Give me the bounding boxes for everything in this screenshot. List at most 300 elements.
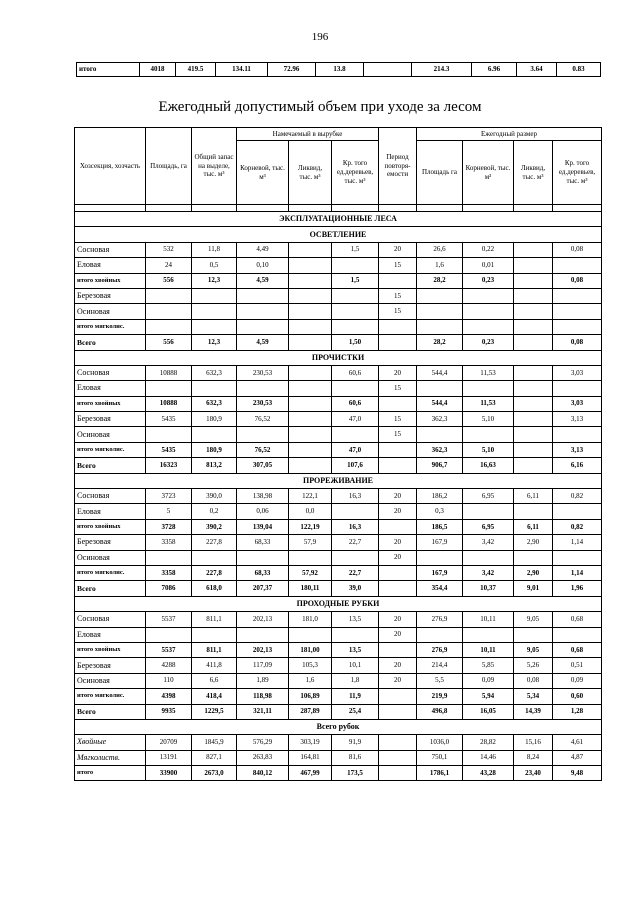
row-label: Березовая: [75, 412, 146, 427]
table-cell: 60,6: [332, 396, 379, 411]
table-cell: [289, 550, 332, 565]
table-cell: [553, 288, 602, 303]
table-cell: 22,7: [332, 565, 379, 580]
header-period: Период повторя-емости: [379, 128, 417, 205]
table-cell: 5,10: [463, 412, 514, 427]
table-cell: 39,0: [332, 581, 379, 596]
table-cell: 9,05: [514, 612, 553, 627]
table-cell: [553, 550, 602, 565]
table-cell: [146, 627, 192, 642]
table-cell: 390,2: [192, 519, 237, 534]
section-heading: ЭКСПЛУАТАЦИОННЫЕ ЛЕСА: [75, 212, 602, 227]
table-cell: [192, 288, 237, 303]
table-cell: 227,8: [192, 535, 237, 550]
table-cell: 167,9: [417, 535, 463, 550]
table-cell: 11,8: [192, 242, 237, 257]
header-planned-liquid: Ликвид, тыс. м³: [289, 141, 332, 205]
row-label: итого мягколис.: [75, 565, 146, 580]
table-cell: [379, 750, 417, 765]
table-cell: 0,09: [463, 673, 514, 688]
table-cell: 4,87: [553, 750, 602, 765]
carryover-total-row: [77, 63, 601, 77]
table-cell: 20: [379, 365, 417, 380]
section-heading-row: [75, 596, 602, 611]
row-label: итого: [75, 766, 146, 781]
table-cell: 618,0: [192, 581, 237, 596]
table-cell: 467,99: [289, 766, 332, 781]
table-cell: 1,6: [289, 673, 332, 688]
table-cell: [146, 427, 192, 442]
table-cell: 25,4: [332, 704, 379, 719]
table-cell: 13,5: [332, 612, 379, 627]
table-cell: 0,22: [463, 242, 514, 257]
table-cell: [146, 319, 192, 334]
table-cell: 390,0: [192, 489, 237, 504]
table-cell: 15: [379, 381, 417, 396]
table-cell: [332, 504, 379, 519]
summary-row: [75, 735, 602, 750]
table-cell: 496,8: [417, 704, 463, 719]
table-cell: 9,05: [514, 642, 553, 657]
table-cell: [379, 458, 417, 473]
table-cell: 906,7: [417, 458, 463, 473]
table-cell: 813,2: [192, 458, 237, 473]
table-cell: 5,94: [463, 689, 514, 704]
table-cell: 214,4: [417, 658, 463, 673]
table-cell: [553, 504, 602, 519]
row-label: Хвойные: [75, 735, 146, 750]
table-cell: [237, 627, 289, 642]
row-label: Сосновая: [75, 612, 146, 627]
table-cell: 6,95: [463, 519, 514, 534]
table-cell: 276,9: [417, 612, 463, 627]
table-cell: [332, 304, 379, 319]
table-cell: 22,7: [332, 535, 379, 550]
subtotal-row: [75, 442, 602, 457]
table-row: [75, 304, 602, 319]
table-cell: 0,23: [463, 273, 514, 288]
row-label: Березовая: [75, 288, 146, 303]
table-cell: [553, 427, 602, 442]
table-cell: 1036,0: [417, 735, 463, 750]
table-cell: 91,9: [332, 735, 379, 750]
table-row: [75, 673, 602, 688]
table-cell: 10,11: [463, 612, 514, 627]
carryover-cell: 13.8: [316, 63, 364, 77]
section-heading: ПРОЧИСТКИ: [75, 350, 602, 365]
table-cell: [289, 258, 332, 273]
table-cell: [192, 550, 237, 565]
table-cell: [289, 442, 332, 457]
table-cell: [514, 442, 553, 457]
table-cell: 11,53: [463, 365, 514, 380]
table-cell: 4,59: [237, 335, 289, 350]
table-cell: 556: [146, 273, 192, 288]
carryover-cell: 3.64: [517, 63, 557, 77]
table-cell: 5,26: [514, 658, 553, 673]
table-row: [75, 658, 602, 673]
table-cell: 13,5: [332, 642, 379, 657]
table-cell: 307,05: [237, 458, 289, 473]
table-cell: [289, 381, 332, 396]
carryover-label: итого: [77, 63, 140, 77]
table-cell: 227,8: [192, 565, 237, 580]
table-cell: [332, 427, 379, 442]
table-cell: 20: [379, 550, 417, 565]
row-label: Осиновая: [75, 673, 146, 688]
carryover-cell: 0.83: [557, 63, 601, 77]
table-cell: 0,68: [553, 642, 602, 657]
table-cell: [463, 427, 514, 442]
row-label: Осиновая: [75, 427, 146, 442]
table-cell: 0,5: [192, 258, 237, 273]
table-cell: 9,48: [553, 766, 602, 781]
subtotal-row: [75, 273, 602, 288]
section-heading-row: [75, 719, 602, 734]
table-cell: 544,4: [417, 396, 463, 411]
table-cell: [192, 627, 237, 642]
table-cell: 186,2: [417, 489, 463, 504]
table-cell: 202,13: [237, 612, 289, 627]
table-cell: 1,6: [417, 258, 463, 273]
row-label: Сосновая: [75, 242, 146, 257]
table-cell: 4398: [146, 689, 192, 704]
table-cell: [379, 766, 417, 781]
table-cell: 3,03: [553, 365, 602, 380]
table-cell: [417, 550, 463, 565]
table-cell: 107,6: [332, 458, 379, 473]
row-label: Осиновая: [75, 304, 146, 319]
table-cell: [237, 427, 289, 442]
row-label: Всего: [75, 581, 146, 596]
row-label: Березовая: [75, 535, 146, 550]
table-cell: 0,82: [553, 489, 602, 504]
table-cell: 76,52: [237, 442, 289, 457]
header-annual: Ежегодный размер: [417, 128, 602, 141]
table-cell: [417, 304, 463, 319]
row-label: итого мягколис.: [75, 689, 146, 704]
subtotal-row: [75, 319, 602, 334]
row-label: итого хвойных: [75, 519, 146, 534]
table-cell: [514, 319, 553, 334]
table-cell: 180,11: [289, 581, 332, 596]
table-cell: 26,6: [417, 242, 463, 257]
row-label: итого мягколис.: [75, 442, 146, 457]
table-cell: 180,9: [192, 412, 237, 427]
table-cell: 287,89: [289, 704, 332, 719]
table-cell: [379, 704, 417, 719]
table-cell: 20: [379, 242, 417, 257]
table-cell: 13191: [146, 750, 192, 765]
table-cell: [332, 627, 379, 642]
table-cell: [379, 642, 417, 657]
table-cell: 167,9: [417, 565, 463, 580]
table-row: [75, 258, 602, 273]
table-cell: 321,11: [237, 704, 289, 719]
table-cell: 139,04: [237, 519, 289, 534]
table-cell: [289, 427, 332, 442]
table-cell: 3,13: [553, 412, 602, 427]
table-cell: 5: [146, 504, 192, 519]
table-cell: [379, 319, 417, 334]
table-cell: 12,3: [192, 273, 237, 288]
table-cell: 10,11: [463, 642, 514, 657]
table-cell: [553, 381, 602, 396]
table-cell: 15: [379, 258, 417, 273]
table-cell: [463, 319, 514, 334]
table-cell: 60,6: [332, 365, 379, 380]
table-cell: 57,9: [289, 535, 332, 550]
table-cell: [514, 412, 553, 427]
table-cell: 411,8: [192, 658, 237, 673]
table-row: [75, 550, 602, 565]
table-cell: 5,85: [463, 658, 514, 673]
table-cell: 16,3: [332, 489, 379, 504]
table-cell: 3723: [146, 489, 192, 504]
table-cell: [514, 335, 553, 350]
table-cell: 0,06: [237, 504, 289, 519]
table-cell: 4,61: [553, 735, 602, 750]
section-heading-row: [75, 227, 602, 242]
table-cell: 3,13: [553, 442, 602, 457]
header-annual-liquid: Ликвид, тыс. м³: [514, 141, 553, 205]
table-row: [75, 535, 602, 550]
table-cell: 532: [146, 242, 192, 257]
table-cell: 1786,1: [417, 766, 463, 781]
table-cell: 303,19: [289, 735, 332, 750]
table-cell: 0,08: [514, 673, 553, 688]
table-cell: 9,01: [514, 581, 553, 596]
table-cell: [289, 304, 332, 319]
grand-total-row: [75, 581, 602, 596]
table-row: [75, 288, 602, 303]
table-cell: [463, 550, 514, 565]
table-cell: 11,9: [332, 689, 379, 704]
section-heading: Всего рубок: [75, 719, 602, 734]
table-cell: 106,89: [289, 689, 332, 704]
table-cell: [514, 304, 553, 319]
section-heading: ОСВЕТЛЕНИЕ: [75, 227, 602, 242]
table-cell: [514, 258, 553, 273]
table-cell: [192, 319, 237, 334]
table-cell: 0,68: [553, 612, 602, 627]
carryover-cell: [364, 63, 412, 77]
table-cell: [417, 288, 463, 303]
table-cell: 20: [379, 658, 417, 673]
row-label: Еловая: [75, 504, 146, 519]
table-cell: [379, 273, 417, 288]
row-label: Сосновая: [75, 489, 146, 504]
table-cell: 4,59: [237, 273, 289, 288]
row-label: Березовая: [75, 658, 146, 673]
subtotal-row: [75, 766, 602, 781]
table-cell: 230,53: [237, 396, 289, 411]
table-cell: [417, 381, 463, 396]
subtotal-row: [75, 642, 602, 657]
header-planned-root: Корневой, тыс. м³: [237, 141, 289, 205]
table-cell: [146, 550, 192, 565]
table-cell: [192, 304, 237, 319]
row-label: Всего: [75, 458, 146, 473]
table-row: [75, 412, 602, 427]
table-cell: [289, 335, 332, 350]
subtotal-row: [75, 519, 602, 534]
table-cell: [289, 273, 332, 288]
table-cell: 0,51: [553, 658, 602, 673]
table-cell: 14,39: [514, 704, 553, 719]
table-cell: [237, 288, 289, 303]
table-cell: [553, 258, 602, 273]
table-cell: 811,1: [192, 612, 237, 627]
table-row: [75, 242, 602, 257]
table-cell: [514, 242, 553, 257]
table-cell: 11,53: [463, 396, 514, 411]
table-cell: 15: [379, 304, 417, 319]
table-cell: 362,3: [417, 442, 463, 457]
page-number: 196: [311, 31, 329, 43]
table-cell: [417, 427, 463, 442]
table-cell: [553, 304, 602, 319]
table-cell: 3,42: [463, 565, 514, 580]
table-cell: 16,05: [463, 704, 514, 719]
table-cell: 24: [146, 258, 192, 273]
table-cell: 16,63: [463, 458, 514, 473]
table-cell: 0,60: [553, 689, 602, 704]
table-cell: 3358: [146, 565, 192, 580]
row-label: итого хвойных: [75, 642, 146, 657]
table-cell: 20: [379, 504, 417, 519]
table-cell: 827,1: [192, 750, 237, 765]
table-cell: 418,4: [192, 689, 237, 704]
header-annual-area: Площадь га: [417, 141, 463, 205]
table-cell: 6,11: [514, 489, 553, 504]
header-total-stock: Общий запас на выделе, тыс. м³: [192, 128, 237, 205]
table-cell: 20: [379, 489, 417, 504]
table-cell: [463, 627, 514, 642]
table-cell: 47,0: [332, 412, 379, 427]
table-cell: 15,16: [514, 735, 553, 750]
header-planned: Намечаемый в вырубке: [237, 128, 379, 141]
table-cell: 2,90: [514, 535, 553, 550]
table-cell: 5537: [146, 642, 192, 657]
table-row: [75, 489, 602, 504]
table-cell: 632,3: [192, 396, 237, 411]
table-cell: 750,1: [417, 750, 463, 765]
table-cell: 3728: [146, 519, 192, 534]
table-cell: [146, 304, 192, 319]
table-cell: 122,1: [289, 489, 332, 504]
header-area: Площадь, га: [146, 128, 192, 205]
table-cell: 1,5: [332, 273, 379, 288]
table-cell: 219,9: [417, 689, 463, 704]
table-cell: [379, 335, 417, 350]
table-cell: 181,00: [289, 642, 332, 657]
table-cell: 5435: [146, 412, 192, 427]
table-cell: [417, 319, 463, 334]
table-cell: 20709: [146, 735, 192, 750]
table-cell: 0,3: [417, 504, 463, 519]
table-cell: 362,3: [417, 412, 463, 427]
table-cell: [332, 258, 379, 273]
table-cell: [379, 581, 417, 596]
table-row: [75, 627, 602, 642]
table-cell: [463, 288, 514, 303]
table-cell: 811,1: [192, 642, 237, 657]
table-cell: [289, 319, 332, 334]
table-cell: 15: [379, 427, 417, 442]
row-label: Мягколиств.: [75, 750, 146, 765]
table-cell: 0,2: [192, 504, 237, 519]
table-cell: [514, 458, 553, 473]
table-cell: 230,53: [237, 365, 289, 380]
table-cell: 1229,5: [192, 704, 237, 719]
table-cell: 20: [379, 535, 417, 550]
table-cell: 180,9: [192, 442, 237, 457]
table-cell: [463, 304, 514, 319]
table-cell: 68,33: [237, 565, 289, 580]
table-cell: 20: [379, 612, 417, 627]
table-cell: 81,6: [332, 750, 379, 765]
header-annual-root: Корневой, тыс. м³: [463, 141, 514, 205]
table-cell: 1,5: [332, 242, 379, 257]
table-cell: 10888: [146, 396, 192, 411]
table-cell: 15: [379, 288, 417, 303]
table-cell: 118,98: [237, 689, 289, 704]
table-cell: 3358: [146, 535, 192, 550]
table-cell: [514, 550, 553, 565]
table-cell: 186,5: [417, 519, 463, 534]
row-label: итого хвойных: [75, 396, 146, 411]
carryover-cell: 419.5: [176, 63, 216, 77]
table-cell: 6,95: [463, 489, 514, 504]
table-cell: [463, 381, 514, 396]
table-cell: 28,2: [417, 335, 463, 350]
carryover-cell: 134.11: [216, 63, 268, 77]
row-label: Всего: [75, 335, 146, 350]
table-cell: 5537: [146, 612, 192, 627]
table-cell: 43,28: [463, 766, 514, 781]
table-cell: 5,5: [417, 673, 463, 688]
table-cell: 354,4: [417, 581, 463, 596]
table-cell: 33900: [146, 766, 192, 781]
table-cell: 1,14: [553, 565, 602, 580]
subtotal-row: [75, 565, 602, 580]
row-label: Всего: [75, 704, 146, 719]
table-cell: 117,09: [237, 658, 289, 673]
table-row: [75, 427, 602, 442]
table-cell: 138,98: [237, 489, 289, 504]
table-cell: 47,0: [332, 442, 379, 457]
table-cell: [192, 427, 237, 442]
table-cell: [332, 550, 379, 565]
table-cell: 6,6: [192, 673, 237, 688]
carryover-cell: 72.96: [268, 63, 316, 77]
table-cell: 10,1: [332, 658, 379, 673]
table-cell: 4288: [146, 658, 192, 673]
table-cell: [514, 627, 553, 642]
table-cell: 202,13: [237, 642, 289, 657]
table-cell: [379, 689, 417, 704]
table-cell: 0,10: [237, 258, 289, 273]
table-cell: 840,12: [237, 766, 289, 781]
table-cell: 76,52: [237, 412, 289, 427]
table-cell: 10888: [146, 365, 192, 380]
row-label: Сосновая: [75, 365, 146, 380]
table-cell: 164,81: [289, 750, 332, 765]
table-cell: [289, 288, 332, 303]
table-cell: [417, 627, 463, 642]
table-cell: 7086: [146, 581, 192, 596]
